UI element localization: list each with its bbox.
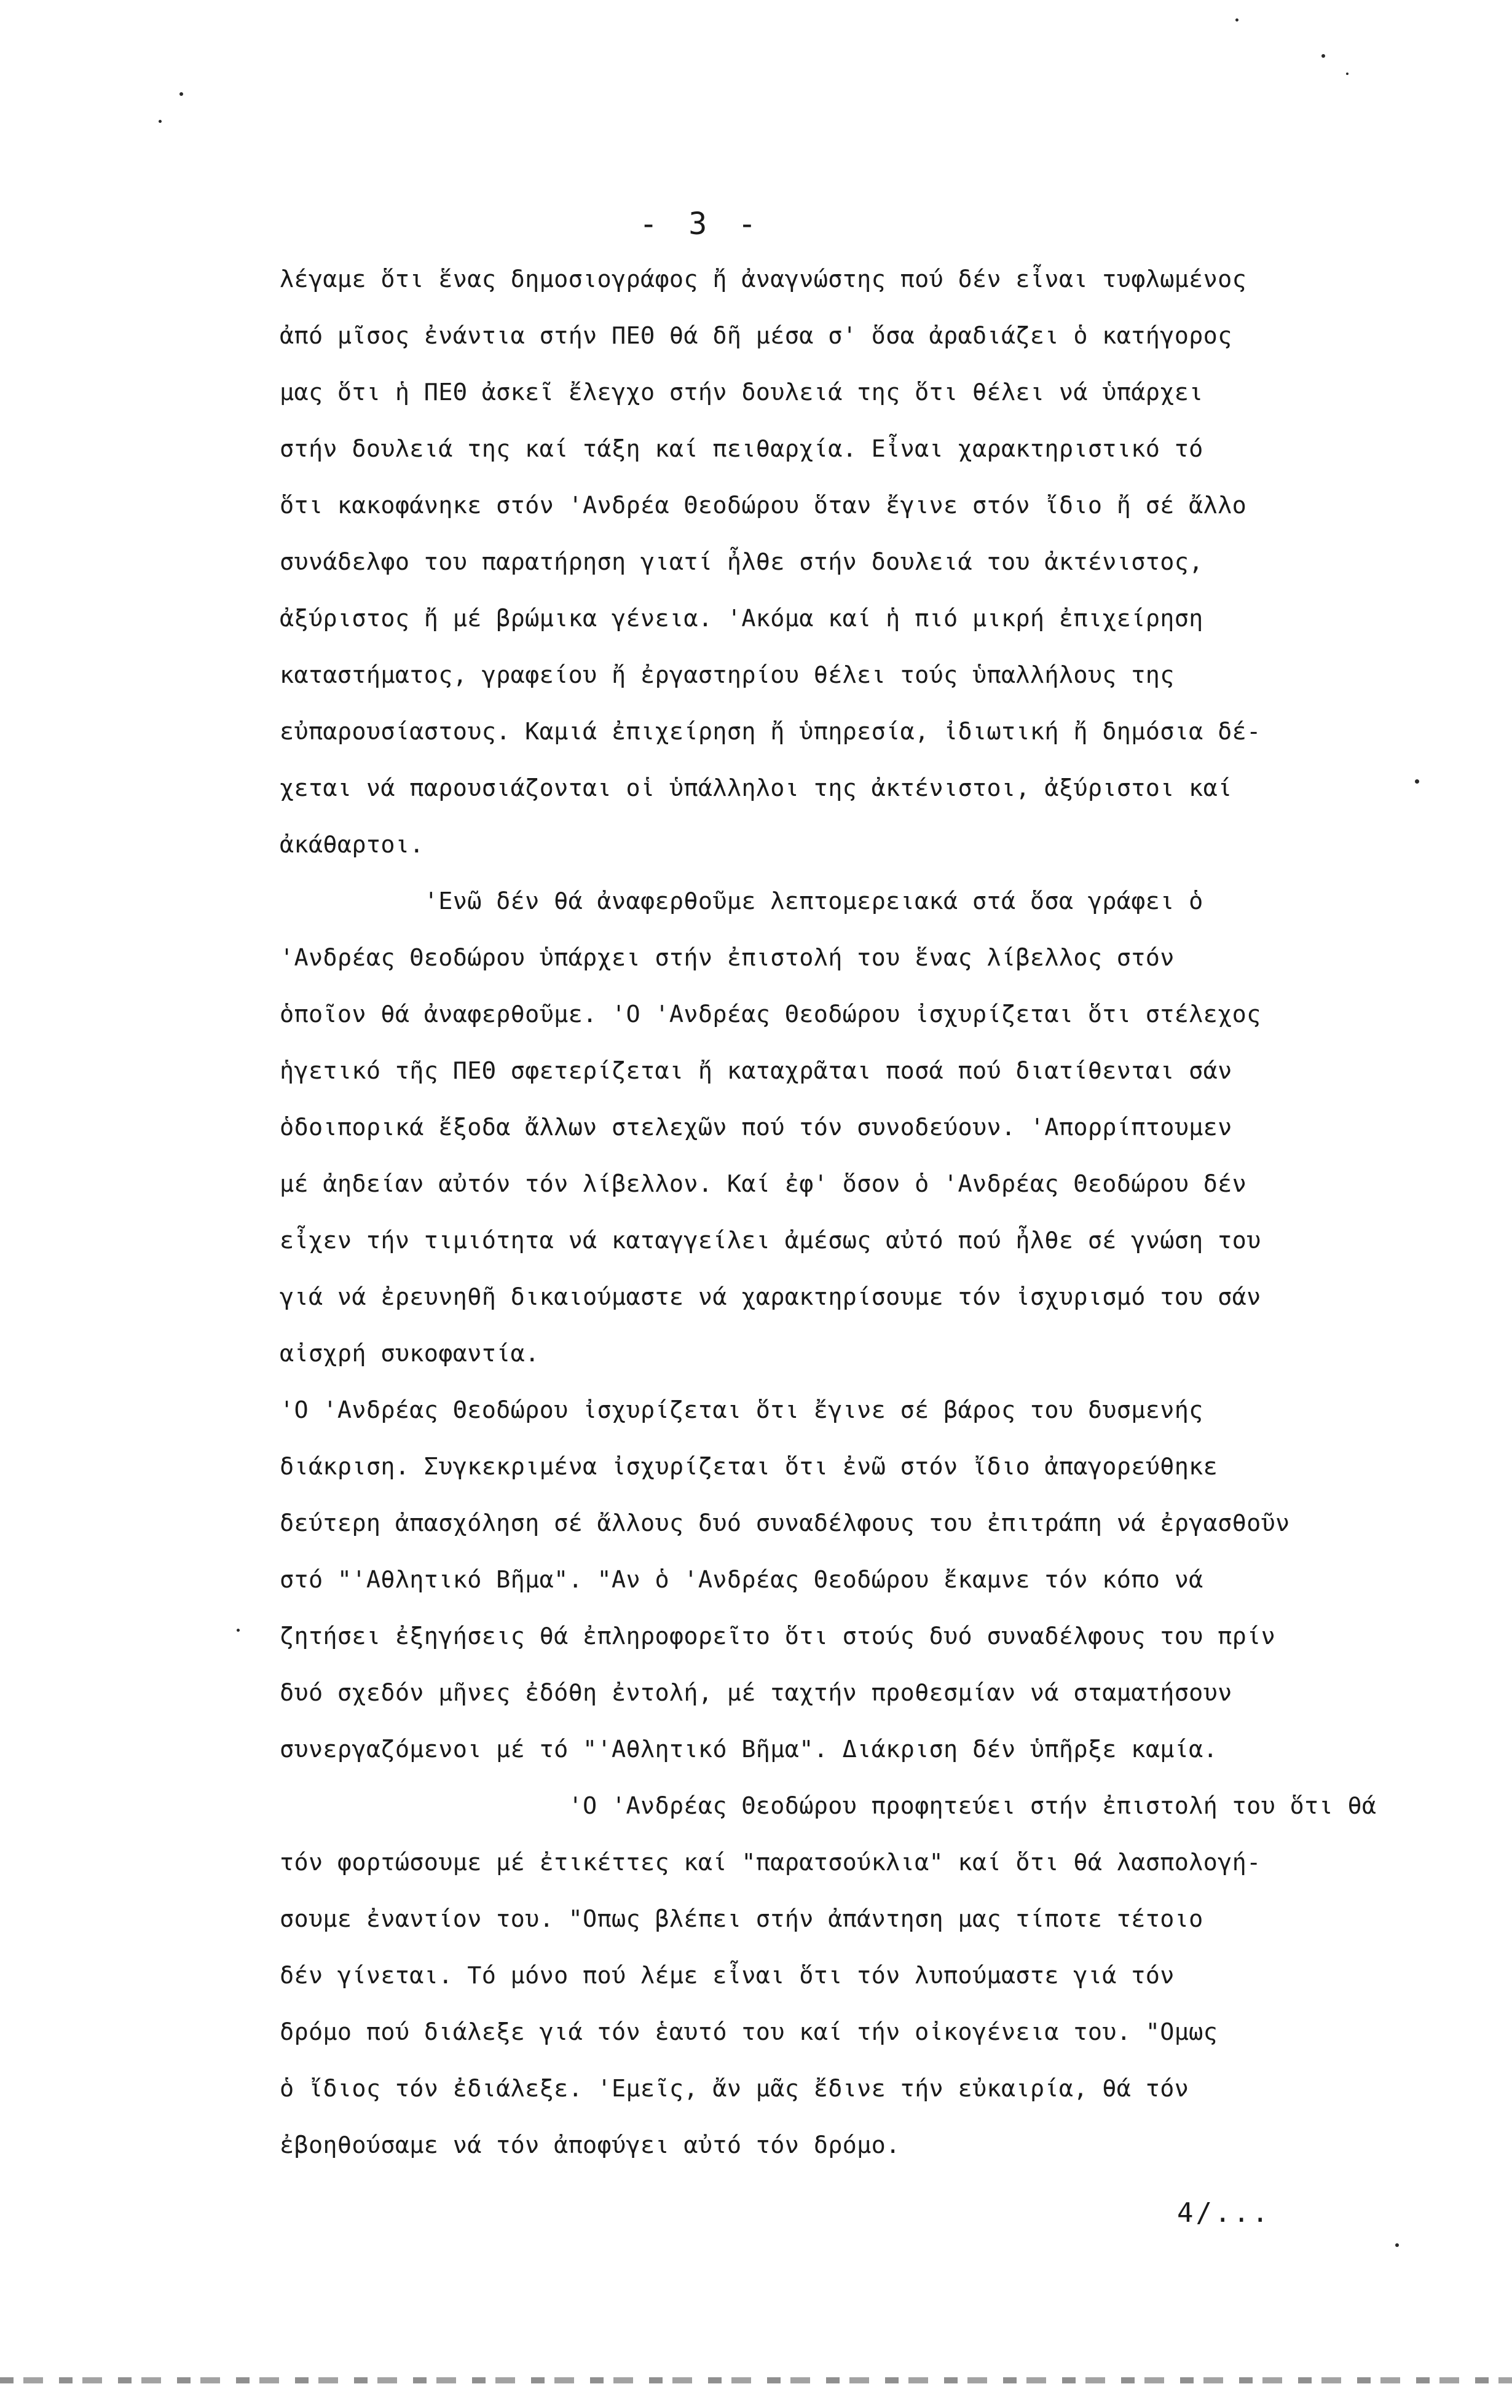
text-line: μας ὅτι ἡ ΠΕΘ ἀσκεῖ ἔλεγχο στήν δουλειά της ὅτι θέλει νά ὑπάρχει (280, 379, 1203, 406)
text-line: ὁδοιπορικά ἔξοδα ἄλλων στελεχῶν πού τόν συνοδεύουν. 'Απορρίπτουμεν (280, 1114, 1232, 1141)
text-line: χεται νά παρουσιάζονται οἱ ὑπάλληλοι της ἀκτένιστοι, ἀξύριστοι καί (280, 774, 1232, 802)
scan-edge (0, 2377, 1512, 2383)
text-line: συνάδελφο του παρατήρηση γιατί ἦλθε στήν δουλειά του ἀκτένιστος, (280, 548, 1203, 576)
text-line: δεύτερη ἀπασχόληση σέ ἄλλους δυό συναδέλφους του ἐπιτράπη νά ἐργασθοῦν (280, 1509, 1290, 1537)
text-line: εἶχεν τήν τιμιότητα νά καταγγείλει ἀμέσως αὐτό πού ἦλθε σέ γνώση του (280, 1227, 1261, 1254)
text-line: ἡγετικό τῆς ΠΕΘ σφετερίζεται ἤ καταχρᾶται ποσά πού διατίθενται σάν (280, 1057, 1232, 1085)
scan-speck (179, 92, 183, 96)
scan-speck (1321, 54, 1325, 58)
text-line: λέγαμε ὅτι ἕνας δημοσιογράφος ἤ ἀναγνώστης πού δέν εἶναι τυφλωμένος (280, 266, 1247, 293)
text-line: ἀκάθαρτοι. (280, 831, 424, 859)
text-line: γιά νά ἐρευνηθῆ δικαιούμαστε νά χαρακτηρίσουμε τόν ἰσχυρισμό του σάν (280, 1283, 1261, 1311)
scan-speck (1235, 18, 1238, 22)
text-line: 'Ο 'Ανδρέας Θεοδώρου προφητεύει στήν ἐπιστολή του ὅτι θά (280, 1792, 1377, 1820)
scan-speck (1346, 73, 1349, 75)
text-line: 'Ενῶ δέν θά ἀναφερθοῦμε λεπτομερειακά στά ὅσα γράφει ὁ (280, 887, 1203, 915)
text-line: αἰσχρή συκοφαντία. (280, 1340, 540, 1367)
text-line: ζητήσει ἐξηγήσεις θά ἐπληροφορεῖτο ὅτι στούς δυό συναδέλφους του πρίν (280, 1623, 1276, 1650)
text-line: εὐπαρουσίαστους. Καμιά ἐπιχείρηση ἤ ὑπηρεσία, ἰδιωτική ἤ δημόσια δέ- (280, 718, 1261, 746)
text-line: ἀπό μῖσος ἐνάντια στήν ΠΕΘ θά δῆ μέσα σ' ὅσα ἀραδιάζει ὁ κατήγορος (280, 322, 1232, 350)
scan-speck (237, 1629, 240, 1632)
text-line: 'Ανδρέας Θεοδώρου ὑπάρχει στήν ἐπιστολή του ἕνας λίβελλος στόν (280, 944, 1175, 972)
page-number: - 3 - (639, 206, 763, 242)
text-line: ἀξύριστος ἤ μέ βρώμικα γένεια. 'Ακόμα καί ἡ πιό μικρή ἐπιχείρηση (280, 605, 1203, 632)
text-line: 'Ο 'Ανδρέας Θεοδώρου ἰσχυρίζεται ὅτι ἔγινε σέ βάρος του δυσμενής (280, 1396, 1203, 1424)
text-line: τόν φορτώσουμε μέ ἐτικέττες καί "παρατσούκλια" καί ὅτι θά λασπολογή- (280, 1849, 1261, 1876)
text-line: ὁποῖον θά ἀναφερθοῦμε. 'Ο 'Ανδρέας Θεοδώρου ἰσχυρίζεται ὅτι στέλεχος (280, 1001, 1261, 1028)
text-line: ὁ ἴδιος τόν ἐδιάλεξε. 'Εμεῖς, ἄν μᾶς ἔδινε τήν εὐκαιρία, θά τόν (280, 2075, 1189, 2103)
text-line: στό "'Αθλητικό Βῆμα". "Αν ὁ 'Ανδρέας Θεοδώρου ἔκαμνε τόν κόπο νά (280, 1566, 1203, 1594)
text-line: στήν δουλειά της καί τάξη καί πειθαρχία. Εἶναι χαρακτηριστικό τό (280, 435, 1203, 463)
text-line: καταστήματος, γραφείου ἤ ἐργαστηρίου θέλει τούς ὑπαλλήλους της (280, 661, 1175, 689)
text-line: δέν γίνεται. Τό μόνο πού λέμε εἶναι ὅτι τόν λυπούμαστε γιά τόν (280, 1962, 1175, 1989)
scan-speck (1415, 779, 1419, 784)
text-line: δυό σχεδόν μῆνες ἐδόθη ἐντολή, μέ ταχτήν προθεσμίαν νά σταματήσουν (280, 1679, 1232, 1707)
scan-speck (159, 120, 162, 123)
continuation-marker: 4/... (1177, 2197, 1271, 2229)
text-line: σουμε ἐναντίον του. "Οπως βλέπει στήν ἀπάντηση μας τίποτε τέτοιο (280, 1905, 1203, 1933)
text-line: ἐβοηθούσαμε νά τόν ἀποφύγει αὐτό τόν δρόμο. (280, 2131, 900, 2159)
text-line: μέ ἀηδείαν αὐτόν τόν λίβελλον. Καί ἐφ' ὅσον ὁ 'Ανδρέας Θεοδώρου δέν (280, 1170, 1247, 1198)
scan-speck (1395, 2243, 1399, 2247)
text-line: συνεργαζόμενοι μέ τό "'Αθλητικό Βῆμα". Διάκριση δέν ὑπῆρξε καμία. (280, 1736, 1218, 1763)
text-line: ὅτι κακοφάνηκε στόν 'Ανδρέα Θεοδώρου ὅταν ἔγινε στόν ἴδιο ἤ σέ ἄλλο (280, 492, 1247, 519)
text-line: δρόμο πού διάλεξε γιά τόν ἑαυτό του καί τήν οἰκογένεια του. "Ομως (280, 2018, 1218, 2046)
text-line: διάκριση. Συγκεκριμένα ἰσχυρίζεται ὅτι ἐνῶ στόν ἴδιο ἀπαγορεύθηκε (280, 1453, 1218, 1481)
